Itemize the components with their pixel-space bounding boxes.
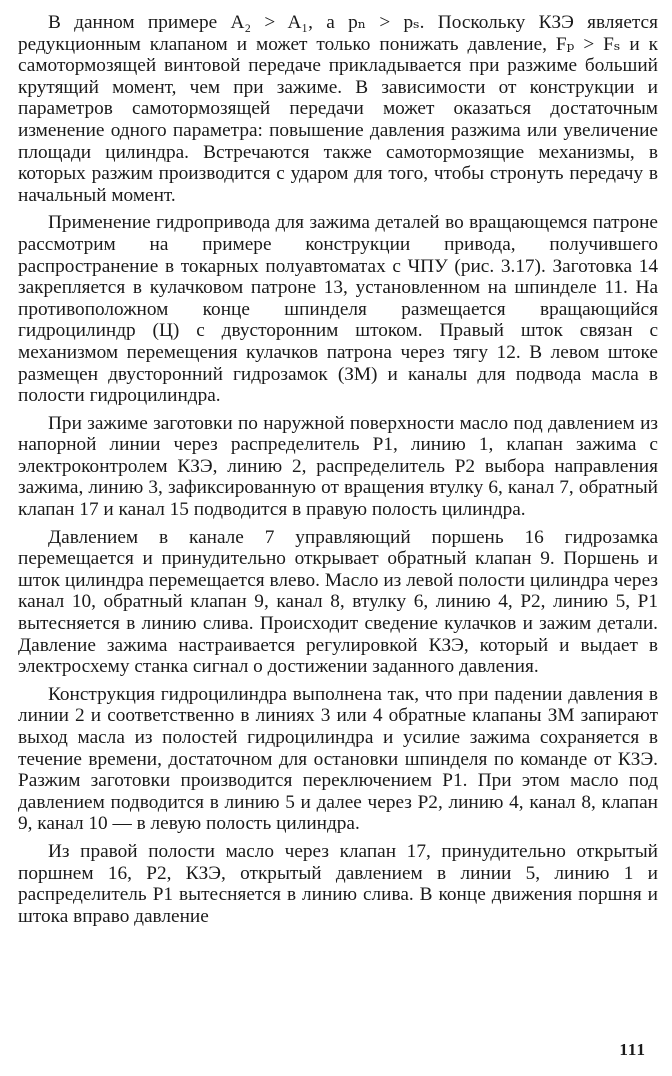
paragraph-5: Конструкция гидроцилиндра выполнена так, что при падении давления в линии 2 и соответственно в линиях 3 или 4 обратные клапаны ЗМ запирают выход масла из полостей гидроцилиндра и усилие зажима сохраняется в течение времени, достаточном для остановки шпинделя по команде от КЗЭ. Разжим заготовки производится переключением P1. При этом масло под давлением подводится в линию 5 и далее через P2, линию 4, канал 8, клапан 9, канал 10 — в левую полость цилиндра.: [18, 683, 658, 835]
paragraph-6: Из правой полости масло через клапан 17, принудительно открытый поршнем 16, P2, КЗЭ, открытый давлением в линии 5, линию 1 и распределитель P1 вытесняется в линию слива. В конце движения поршня и штока вправо давление: [18, 840, 658, 927]
paragraph-3: При зажиме заготовки по наружной поверхности масло под давлением из напорной линии через распределитель P1, линию 1, клапан зажима с электроконтролем КЗЭ, линию 2, распределитель P2 выбора направления зажима, линию 3, зафиксированную от вращения втулку 6, канал 7, обратный клапан 17 и канал 15 подводится в правую полость цилиндра.: [18, 412, 658, 521]
paragraph-1: В данном примере A₂ > A₁, а pₙ > pₛ. Поскольку КЗЭ является редукционным клапаном и может только понижать давление, Fₚ > Fₛ и к самотормозящей винтовой передаче прикладывается при разжиме больший крутящий момент, чем при зажиме. В зависимости от конструкции и параметров самотормозящей передачи может оказаться достаточным изменение одного параметра: повышение давления разжима или увеличение площади цилиндра. Встречаются также самотормозящие механизмы, в которых разжим производится с ударом для того, чтобы стронуть передачу в начальный момент.: [18, 12, 658, 206]
paragraph-4: Давлением в канале 7 управляющий поршень 16 гидрозамка перемещается и принудительно открывает обратный клапан 9. Поршень и шток цилиндра перемещается влево. Масло из левой полости цилиндра через канал 10, обратный клапан 9, канал 8, втулку 6, линию 4, P2, линию 5, P1 вытесняется в линию слива. Происходит сведение кулачков и зажим детали. Давление зажима настраивается регулировкой КЗЭ, который и выдает в электросхему станка сигнал о достижении заданного давления.: [18, 526, 658, 678]
page-number: 111: [619, 1040, 646, 1059]
paragraph-2: Применение гидропривода для зажима деталей во вращающемся патроне рассмотрим на примере конструкции привода, получившего распространение в токарных полуавтоматах с ЧПУ (рис. 3.17). Заготовка 14 закрепляется в кулачковом патроне 13, установленном на шпинделе 11. На противоположном конце шпинделя размещается вращающийся гидроцилиндр (Ц) с двусторонним штоком. Правый шток связан с механизмом перемещения кулачков патрона через тягу 12. В левом штоке размещен двусторонний гидрозамок (ЗМ) и каналы для подвода масла в полости гидроцилиндра.: [18, 212, 658, 407]
